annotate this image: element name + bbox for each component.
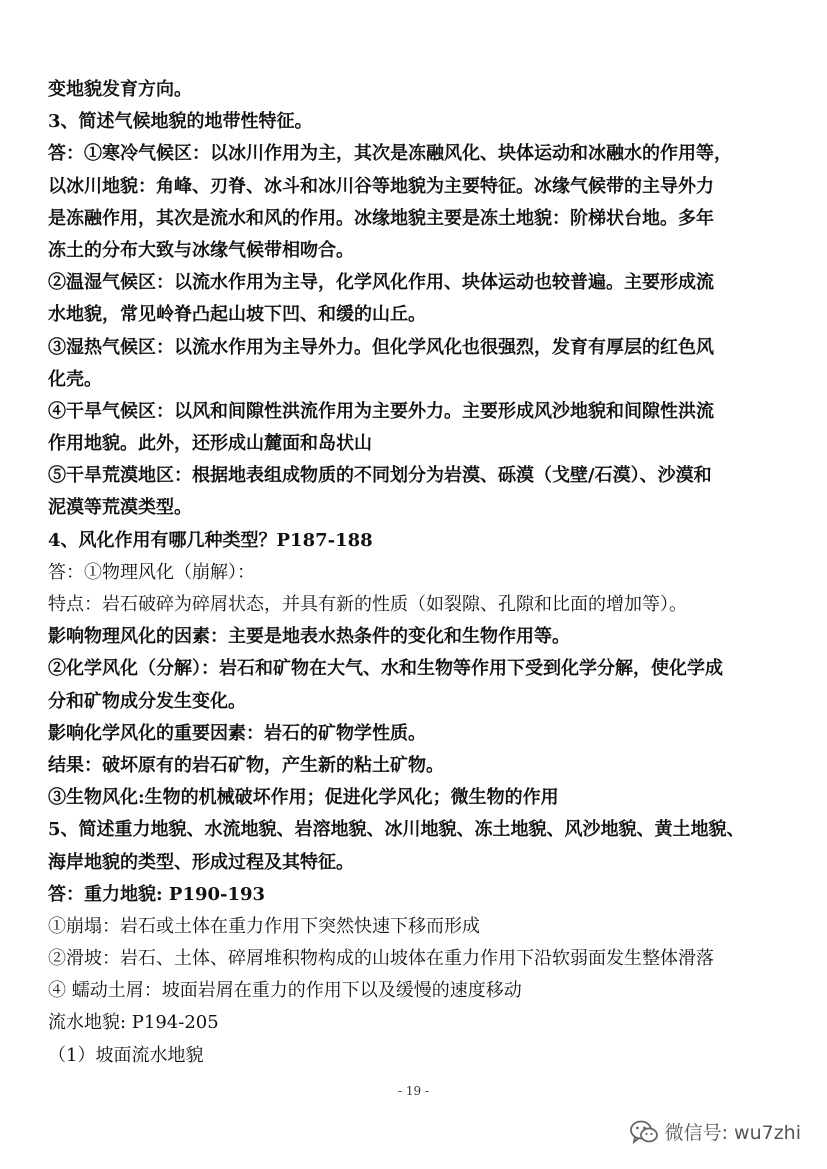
text-line: 3、简述气候地貌的地带性特征。 (48, 111, 313, 133)
wechat-icon (629, 1119, 659, 1145)
text-line: ④干旱气候区：以风和间隙性洪流作用为主要外力。主要形成风沙地貌和间隙性洪流 (48, 400, 714, 422)
text-line: ②温湿气候区：以流水作用为主导，化学风化作用、块体运动也较普遍。主要形成流 (48, 272, 714, 294)
text-line: 作用地貌。此外，还形成山麓面和岛状山 (48, 433, 372, 455)
text-line: ④ 蠕动土屑：坡面岩屑在重力的作用下以及缓慢的速度移动 (48, 980, 522, 1002)
document-body (48, 74, 788, 1072)
text-line: 流水地貌: P194-205 (48, 1012, 219, 1034)
text-line: 结果：破坏原有的岩石矿物，产生新的粘土矿物。 (48, 754, 444, 776)
text-line: 答：重力地貌: P190-193 (48, 883, 266, 905)
text-line: 以冰川地貌：角峰、刃脊、冰斗和冰川谷等地貌为主要特征。冰缘气候带的主导外力 (48, 175, 714, 197)
text-line: 5、简述重力地貌、水流地貌、岩溶地貌、冰川地貌、冻土地貌、风沙地貌、黄土地貌、 (48, 819, 745, 841)
text-line: ③湿热气候区：以流水作用为主导外力。但化学风化也很强烈，发育有厚层的红色风 (48, 336, 714, 358)
watermark (629, 1118, 801, 1145)
watermark-text: 微信号: wu7zhi (664, 1122, 801, 1144)
text-line: 影响物理风化的因素：主要是地表水热条件的变化和生物作用等。 (48, 626, 570, 648)
text-line: 是冻融作用，其次是流水和风的作用。冰缘地貌主要是冻土地貌：阶梯状台地。多年 (48, 207, 714, 229)
text-line: 冻土的分布大致与冰缘气候带相吻合。 (48, 239, 354, 261)
text-line: ②化学风化（分解）：岩石和矿物在大气、水和生物等作用下受到化学分解，使化学成 (48, 658, 723, 680)
text-line: ①崩塌：岩石或土体在重力作用下突然快速下移而形成 (48, 915, 480, 937)
text-line: 化壳。 (48, 368, 102, 390)
text-line: 变地貌发育方向。 (48, 79, 192, 100)
text-line: ②滑坡：岩石、土体、碎屑堆积物构成的山坡体在重力作用下沿软弱面发生整体滑落 (48, 948, 714, 970)
text-line: 答：①寒冷气候区：以冰川作用为主，其次是冻融风化、块体运动和冰融水的作用等， (48, 143, 732, 165)
text-line: 泥漠等荒漠类型。 (48, 497, 192, 519)
text-line: 分和矿物成分发生变化。 (48, 690, 246, 712)
text-line: 答：①物理风化（崩解）： (48, 561, 255, 583)
text-line: 海岸地貌的类型、形成过程及其特征。 (48, 851, 354, 873)
text-line: ③生物风化:生物的机械破坏作用；促进化学风化；微生物的作用 (48, 787, 559, 809)
text-line: ⑤干旱荒漠地区：根据地表组成物质的不同划分为岩漠、砾漠（戈壁/石漠）、沙漠和 (48, 465, 712, 487)
text-line: 影响化学风化的重要因素：岩石的矿物学性质。 (48, 722, 426, 744)
text-line: 4、风化作用有哪几种类型？P187-188 (48, 529, 373, 551)
page-number: - 19 - (397, 1084, 429, 1098)
text-line: 特点：岩石破碎为碎屑状态，并具有新的性质（如裂隙、孔隙和比面的增加等）。 (48, 594, 687, 615)
text-line: 水地貌，常见岭脊凸起山坡下凹、和缓的山丘。 (48, 304, 426, 326)
text-line: （1）坡面流水地貌 (48, 1044, 204, 1066)
